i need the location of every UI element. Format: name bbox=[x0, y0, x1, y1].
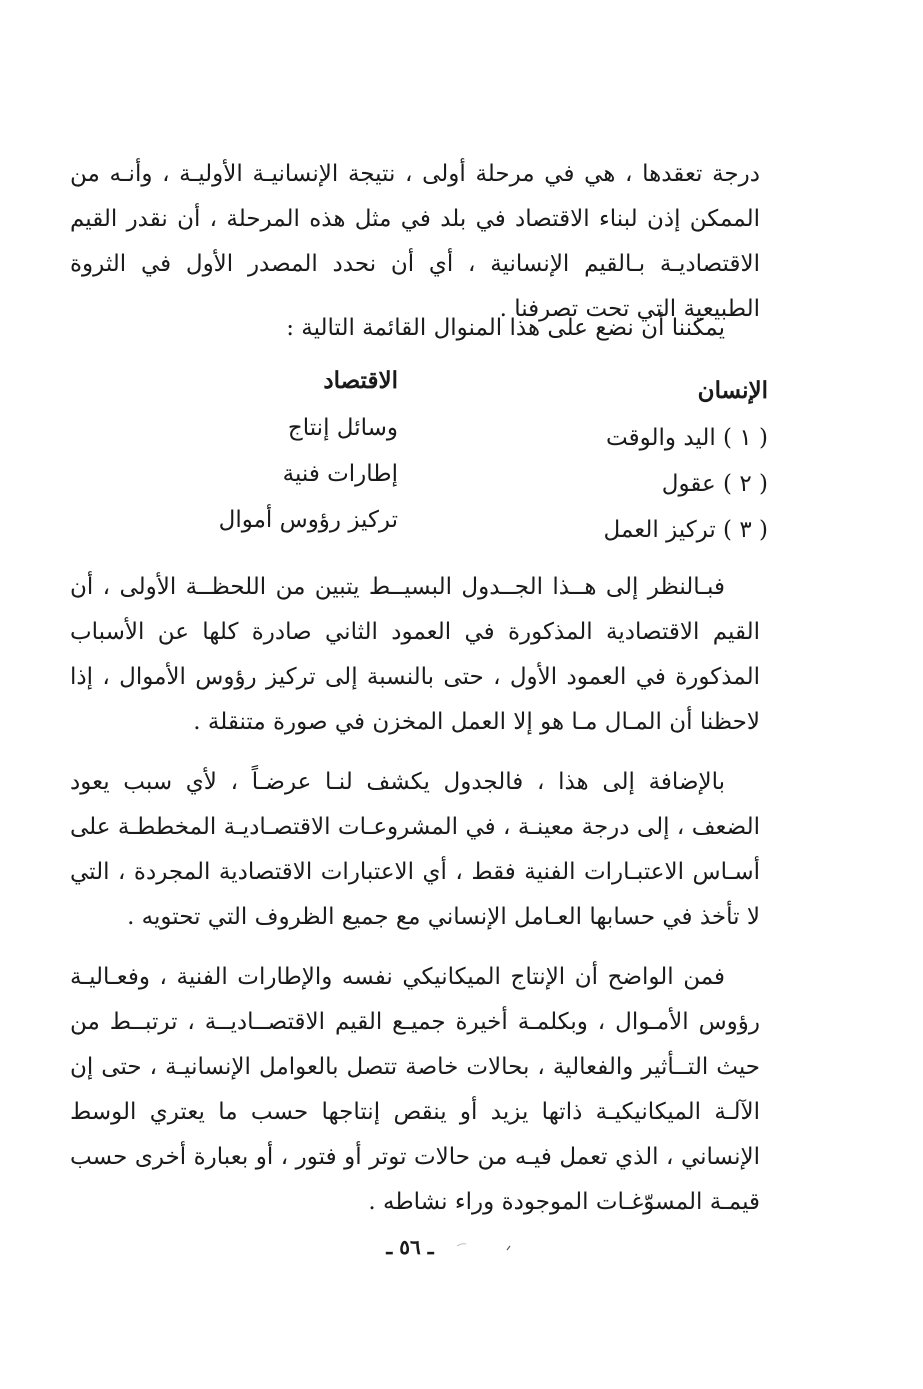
paragraph-3-text: بالإضافة إلى هذا ، فالجدول يكشف لنـا عرضـاً ، لأي سبب يعود الضعف ، إلى درجة معينـة ، في المشروعـات الاقتصـاديـة المخططـة على أسـاس الاعتبـارات الفنية فقط ، أي الاعتبارات الاقتصادية المجردة ، التي لا تأخذ في حسابها العـامل الإنساني مع جميع الظروف التي تحتويه . bbox=[70, 769, 760, 930]
column-economy-header: الاقتصاد bbox=[323, 367, 398, 394]
scan-specks-decoration bbox=[455, 1236, 515, 1256]
page-number: ـ ٥٦ ـ bbox=[386, 1235, 434, 1259]
table-lead-sentence bbox=[70, 306, 760, 351]
paragraph-intro-text: درجة تعقدها ، هي في مرحلة أولى ، نتيجة الإنسانيـة الأوليـة ، وأنـه من الممكن إذن لبناء الاقتصاد في بلد في مثل هذه المرحلة ، أن نقدر القيم الاقتصاديـة بـالقيم الإنسانية ، أي أن نحدد المصدر الأول في الثروة الطبيعية التي تحت تصرفنا . bbox=[70, 161, 760, 322]
paragraph-4 bbox=[70, 955, 760, 1225]
column-human-header: الإنسان bbox=[697, 377, 768, 404]
paragraph-intro bbox=[70, 152, 760, 332]
table-lead-text: يمكننا أن نضع على هذا المنوال القائمة التالية : bbox=[286, 315, 725, 341]
human-item: ( ٣ ) تركيز العمل bbox=[603, 517, 768, 543]
human-item: ( ١ ) اليد والوقت bbox=[606, 425, 768, 451]
human-economy-table bbox=[200, 365, 768, 550]
human-item: ( ٢ ) عقول bbox=[661, 471, 768, 497]
paragraph-3 bbox=[70, 760, 760, 940]
economy-item: تركيز رؤوس أموال bbox=[218, 507, 398, 533]
paragraph-4-text: فمن الواضح أن الإنتاج الميكانيكي نفسه والإطارات الفنية ، وفعـاليـة رؤوس الأمـوال ، وبكلمـة أخيرة جميـع القيم الاقتصــاديــة ، ترتبــط من حيث التــأثير والفعالية ، بحالات خاصة تتصل بالعوامل الإنسانيـة ، حتى إن الآلـة الميكانيكيـة ذاتها يزيد أو ينقص إنتاجها حسب ما يعتري الوسط الإنساني ، الذي تعمل فيـه من حالات توتر أو فتور ، أو بعبارة أخرى حسب قيمـة المسوّغـات الموجودة وراء نشاطه . bbox=[70, 964, 760, 1215]
economy-item: وسائل إنتاج bbox=[287, 415, 398, 441]
paragraph-2-text: فبـالنظر إلى هــذا الجــدول البسيــط يتبين من اللحظــة الأولى ، أن القيم الاقتصادية المذكورة في العمود الثاني صادرة كلها عن الأسباب المذكورة في العمود الأول ، حتى بالنسبة إلى تركيز رؤوس الأموال ، إذا لاحظنا أن المـال مـا هو إلا العمل المخزن في صورة متنقلة . bbox=[70, 574, 760, 735]
economy-item: إطارات فنية bbox=[282, 461, 398, 487]
column-human bbox=[598, 365, 768, 553]
column-economy bbox=[198, 365, 398, 543]
paragraph-2 bbox=[70, 565, 760, 745]
